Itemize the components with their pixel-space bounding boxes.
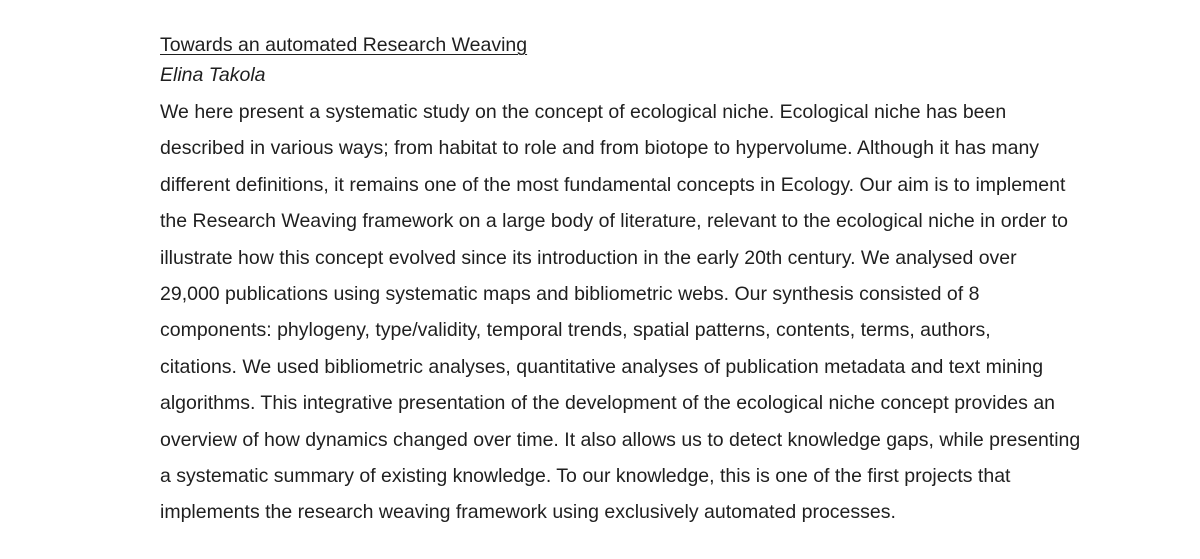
abstract-line: different definitions, it remains one of the most fundamental concepts in Ecology. Our aim is to implement <box>160 173 1066 196</box>
article-abstract <box>160 92 1100 531</box>
abstract-line: a systematic summary of existing knowledge. To our knowledge, this is one of the first projects that <box>160 464 1011 487</box>
abstract-line: the Research Weaving framework on a large body of literature, relevant to the ecological niche in order to <box>160 210 1068 233</box>
abstract-line: components: phylogeny, type/validity, temporal trends, spatial patterns, contents, terms, authors, <box>160 319 991 342</box>
abstract-line: implements the research weaving framework using exclusively automated processes. <box>160 501 896 524</box>
abstract-line: citations. We used bibliometric analyses, quantitative analyses of publication metadata and text mining <box>160 355 1044 378</box>
article-entry <box>160 30 1100 531</box>
abstract-line: overview of how dynamics changed over time. It also allows us to detect knowledge gaps, while presenting <box>160 428 1081 451</box>
abstract-line: algorithms. This integrative presentation of the development of the ecological niche concept provides an <box>160 392 1056 415</box>
article-title-link[interactable]: Towards an automated Research Weaving <box>160 34 528 56</box>
abstract-line: We here present a systematic study on the concept of ecological niche. Ecological niche has been <box>160 101 1007 123</box>
abstract-line: illustrate how this concept evolved since its introduction in the early 20th century. We analysed over <box>160 246 1017 269</box>
article-author: Elina Takola <box>160 64 266 86</box>
abstract-line: 29,000 publications using systematic maps and bibliometric webs. Our synthesis consisted of 8 <box>160 282 980 305</box>
abstract-line: described in various ways; from habitat to role and from biotope to hypervolume. Although it has many <box>160 137 1040 160</box>
